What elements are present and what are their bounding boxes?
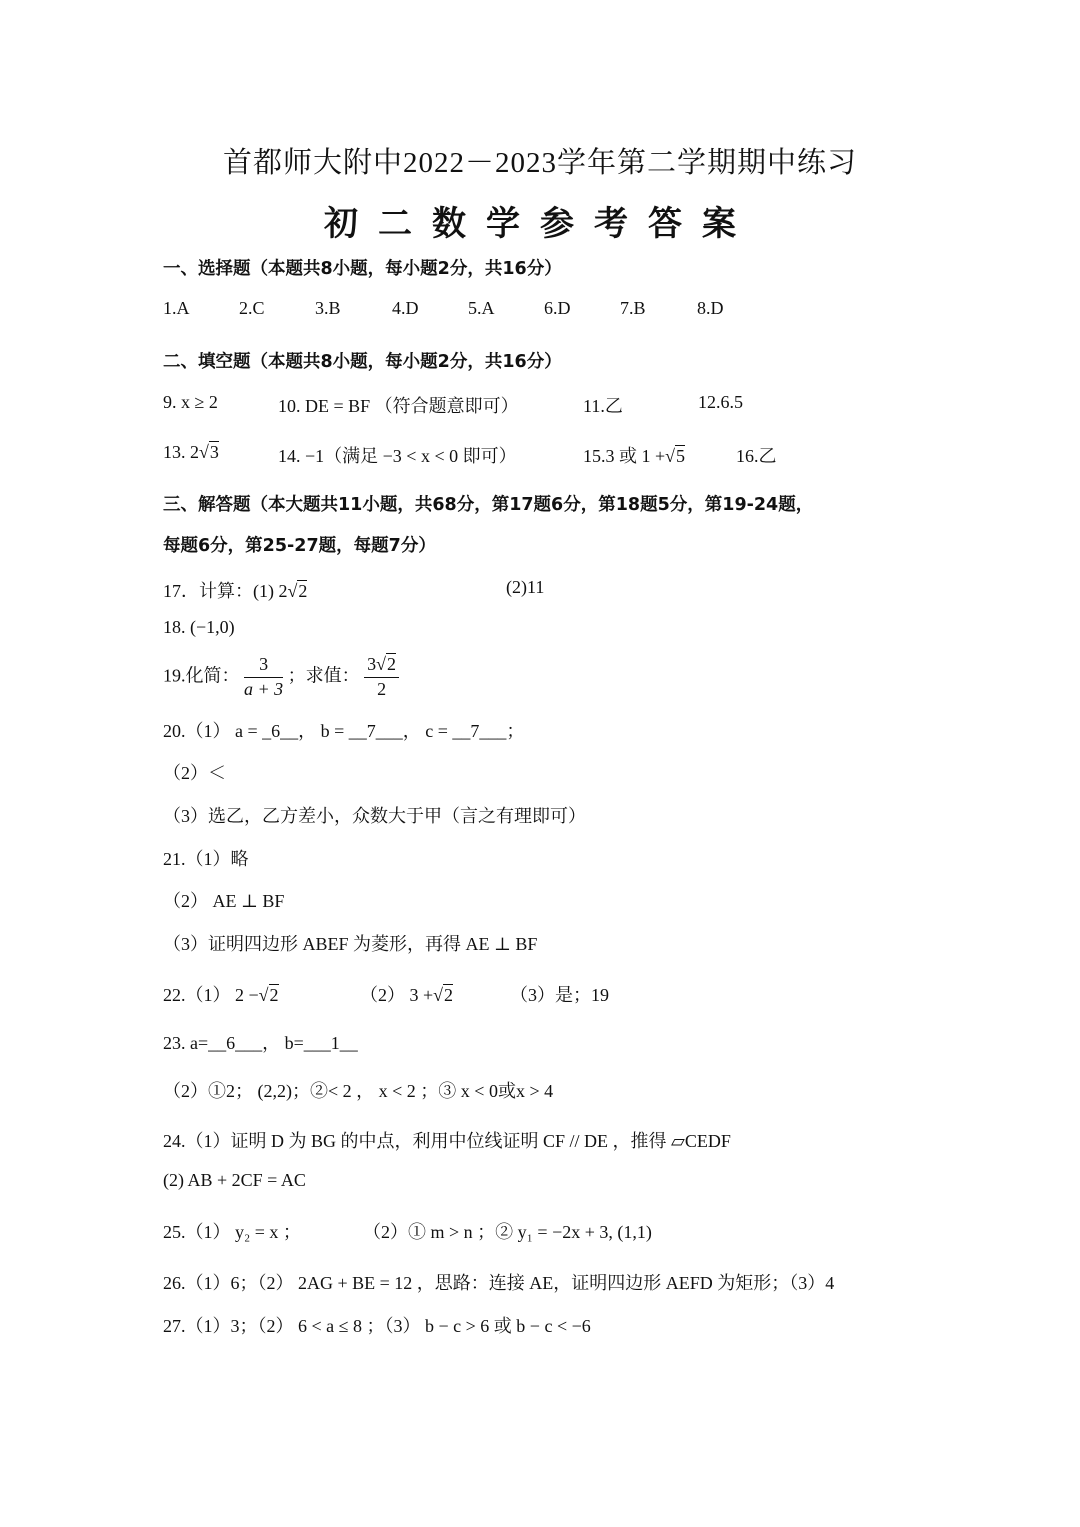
answer-20-1: 20.（1） a = _6__， b = __7___， c = __7___； xyxy=(163,721,525,741)
answer-9: 9. x ≥ 2 xyxy=(163,392,218,412)
answer-19-numerator: 3 xyxy=(244,655,283,678)
answer-4: 4.D xyxy=(392,298,419,318)
answer-17-prefix: 17．计算：(1) 2 xyxy=(163,581,288,601)
answer-17-part2: (2)11 xyxy=(506,577,545,597)
answer-21-1: 21.（1）略 xyxy=(163,849,249,869)
section3-heading-line1: 三、解答题（本大题共11小题，共68分，第17题6分，第18题5分，第19-24题， xyxy=(163,495,814,515)
answer-19-denominator: a + 3 xyxy=(244,678,284,699)
answer-1: 1.A xyxy=(163,298,190,318)
section3-heading-line2: 每题6分，第25-27题，每题7分） xyxy=(163,536,436,556)
answer-22-3: （3）是；19 xyxy=(510,985,609,1005)
answer-18: 18. (−1,0) xyxy=(163,617,235,637)
answer-17-part1: 17．计算：(1) 2√2 xyxy=(163,581,308,601)
answer-22-1-radicand: 2 xyxy=(269,985,279,1005)
answer-19-value-radicand: 2 xyxy=(387,654,397,674)
answer-12: 12.6.5 xyxy=(698,392,743,412)
section1-heading: 一、选择题（本题共8小题，每小题2分，共16分） xyxy=(163,259,562,279)
answer-22-2-prefix: （2） 3 + xyxy=(360,985,434,1005)
answer-6: 6.D xyxy=(544,298,571,318)
answer-22-1: 22.（1） 2 −√2 xyxy=(163,985,279,1005)
answer-15: 15.3 或 1 +√5 xyxy=(583,446,686,466)
answer-22-2-radicand: 2 xyxy=(444,985,454,1005)
answer-11: 11.乙 xyxy=(583,396,623,416)
answer-14: 14. −1（满足 −3 < x < 0 即可） xyxy=(278,446,517,466)
answer-15-prefix: 15.3 或 1 + xyxy=(583,446,666,466)
answer-20-2: （2）＜ xyxy=(163,763,226,783)
answer-7: 7.B xyxy=(620,298,646,318)
answer-10: 10. DE = BF （符合题意即可） xyxy=(278,396,519,416)
answer-19-mid: ；求值： xyxy=(287,665,360,686)
answer-13-prefix: 13. 2 xyxy=(163,442,199,462)
answer-25-1: 25.（1） y₂ = x ； xyxy=(163,1222,301,1242)
answer-19-value-numerator: 3√2 xyxy=(364,655,399,678)
answer-13: 13. 2√3 xyxy=(163,442,219,462)
answer-19-value xyxy=(364,655,399,700)
document-title: 首都师大附中2022－2023学年第二学期期中练习 xyxy=(222,147,857,179)
answer-3: 3.B xyxy=(315,298,341,318)
answer-19-label: 19.化简： xyxy=(163,665,240,686)
answer-2: 2.C xyxy=(239,298,265,318)
answer-20-3: （3）选乙，乙方差小，众数大于甲（言之有理即可） xyxy=(163,806,586,826)
answer-17-radicand: 2 xyxy=(298,581,308,601)
answer-19-simplified xyxy=(244,655,283,700)
answer-15-radicand: 5 xyxy=(676,446,686,466)
answer-25-2: （2）① m > n ；② y₁ = −2x + 3, (1,1) xyxy=(363,1222,652,1242)
answer-8: 8.D xyxy=(697,298,724,318)
answer-21-3: （3）证明四边形 ABEF 为菱形，再得 AE ⊥ BF xyxy=(163,934,538,954)
answer-24-1: 24.（1）证明 D 为 BG 的中点，利用中位线证明 CF // DE ，推得 ▱CEDF xyxy=(163,1131,731,1151)
answer-19 xyxy=(163,655,399,700)
answer-27: 27.（1）3；（2） 6 < a ≤ 8 ；（3） b − c > 6 或 b − c < −6 xyxy=(163,1316,591,1336)
answer-21-2: （2） AE ⊥ BF xyxy=(163,891,285,911)
answer-23-1: 23. a=__6___， b=___1__ xyxy=(163,1033,358,1053)
section2-heading: 二、填空题（本题共8小题，每小题2分，共16分） xyxy=(163,352,562,372)
answer-19-value-coef: 3 xyxy=(367,654,377,674)
answer-13-radicand: 3 xyxy=(209,442,219,462)
answer-16: 16.乙 xyxy=(736,446,777,466)
answer-24-2: (2) AB + 2CF = AC xyxy=(163,1170,306,1190)
answer-22-1-prefix: 22.（1） 2 − xyxy=(163,985,259,1005)
answer-26: 26.（1）6；（2） 2AG + BE = 12 ，思路：连接 AE，证明四边形 AEFD 为矩形；（3）4 xyxy=(163,1273,835,1293)
document-subtitle: 初二数学参考答案 xyxy=(324,204,756,244)
answer-22-2: （2） 3 +√2 xyxy=(360,985,454,1005)
answer-5: 5.A xyxy=(468,298,495,318)
answer-23-2: （2）①2； (2,2)；②< 2 ， x < 2 ；③ x < 0或x > 4 xyxy=(163,1081,554,1101)
answer-19-value-denominator: 2 xyxy=(377,678,387,699)
